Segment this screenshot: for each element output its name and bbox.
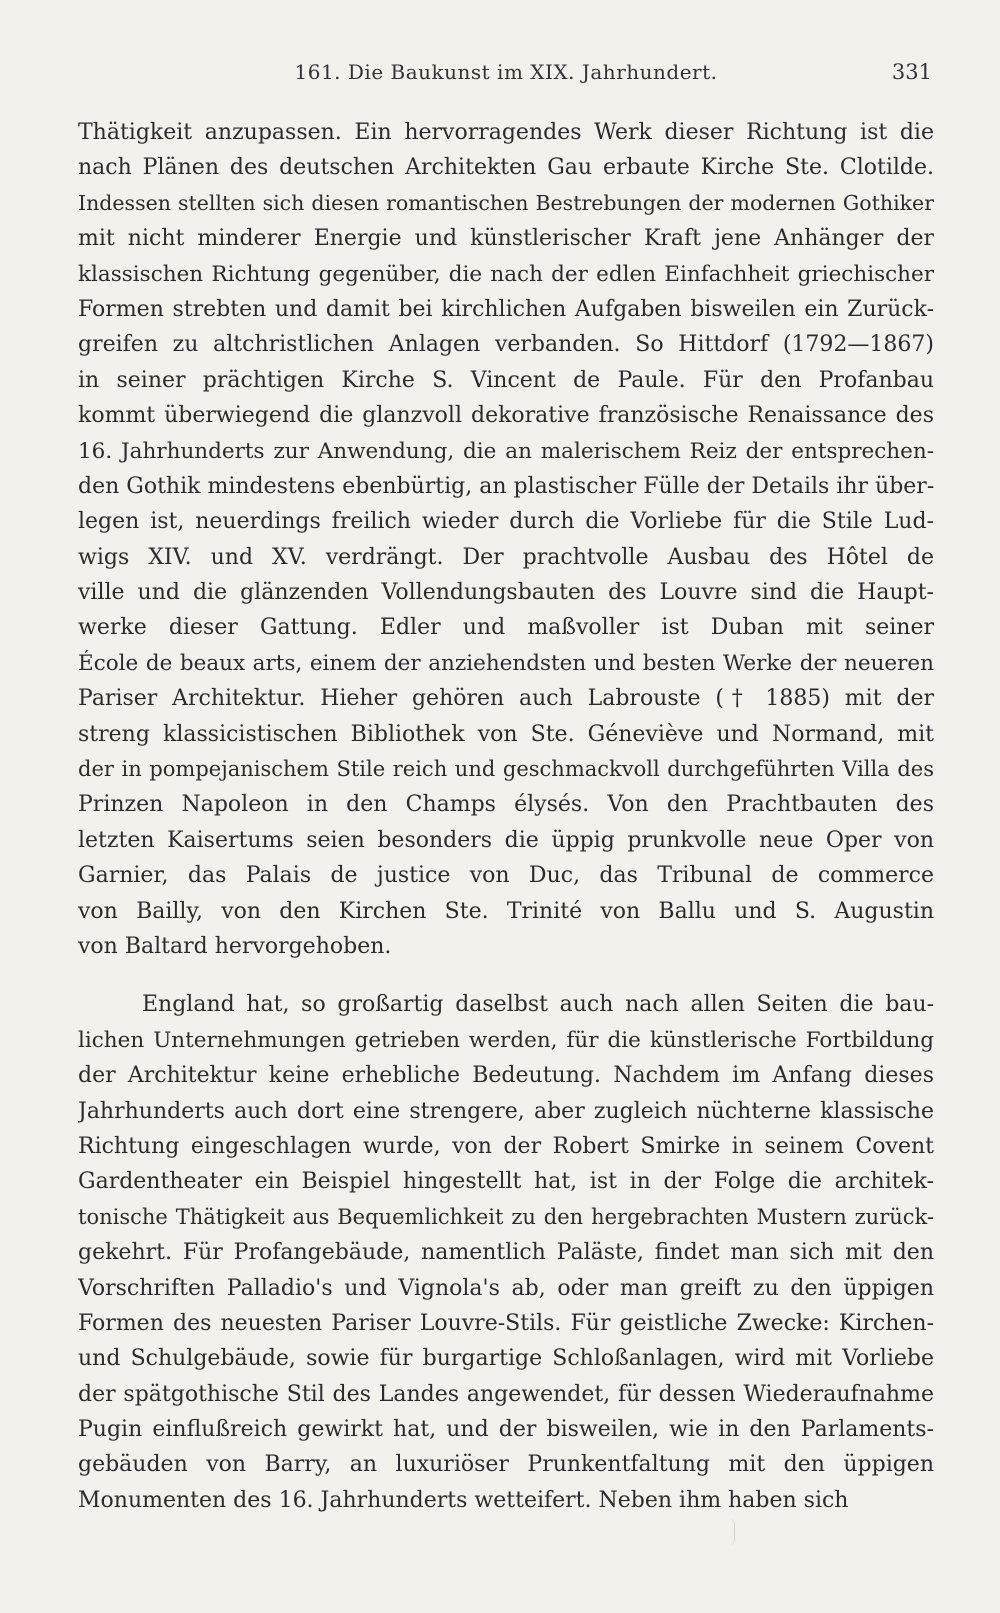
text-line: klassischen Richtung gegenüber, die nach der edlen Einfachheit griechischer <box>78 261 934 287</box>
text-line: der spätgothische Stil des Landes angewendet, für dessen Wiederaufnahme <box>78 1381 934 1407</box>
text-line: ville und die glänzenden Vollendungsbauten des Louvre sind die Haupt- <box>78 580 934 606</box>
text-line: Formen des neuesten Pariser Louvre-Stils. Für geistliche Zwecke: Kirchen- <box>78 1310 934 1336</box>
text-line: lichen Unternehmungen getrieben werden, für die künstlerische Fortbildung <box>78 1027 934 1053</box>
text-line: werke dieser Gattung. Edler und maßvoller ist Duban mit seiner <box>78 615 934 641</box>
text-line: gekehrt. Für Profangebäude, namentlich Paläste, findet man sich mit den <box>78 1240 934 1266</box>
text-line: Richtung eingeschlagen wurde, von der Robert Smirke in seinem Covent <box>78 1133 934 1159</box>
paper-blemish <box>728 1518 735 1546</box>
text-line: der in pompejanischem Stile reich und geschmackvoll durchgeführten Villa des <box>78 757 934 782</box>
text-line: und Schulgebäude, sowie für burgartige Schloßanlagen, wird mit Vorliebe <box>78 1346 934 1372</box>
page-number: 331 <box>891 60 932 84</box>
text-line: letzten Kaisertums seien besonders die üppig prunkvolle neue Oper von <box>78 827 934 853</box>
text-line: Pugin einflußreich gewirkt hat, und der bisweilen, wie in den Parlaments- <box>78 1417 934 1443</box>
text-line: 16. Jahrhunderts zur Anwendung, die an malerischem Reiz der entsprechen- <box>78 438 934 464</box>
text-line: von Baltard hervorgehoben. <box>78 933 392 959</box>
text-line: Jahrhunderts auch dort eine strengere, aber zugleich nüchterne klassische <box>78 1098 934 1124</box>
text-line: von Bailly, von den Kirchen Ste. Trinité von Ballu und S. Augustin <box>78 898 934 924</box>
text-line: Pariser Architektur. Hieher gehören auch Labrouste († 1885) mit der <box>78 686 934 712</box>
text-line: Indessen stellten sich diesen romantischen Bestrebungen der modernen Gothiker <box>78 190 934 215</box>
text-line: gebäuden von Barry, an luxuriöser Prunkentfaltung mit den üppigen <box>78 1452 934 1478</box>
text-line: der Architektur keine erhebliche Bedeutung. Nachdem im Anfang dieses <box>78 1063 934 1089</box>
text-line: in seiner prächtigen Kirche S. Vincent de Paule. Für den Profanbau <box>78 367 934 393</box>
text-line: kommt überwiegend die glanzvoll dekorative französische Renaissance des <box>78 403 934 429</box>
text-line: streng klassicistischen Bibliothek von Ste. Géneviève und Normand, mit <box>78 721 934 747</box>
text-line: England hat, so großartig daselbst auch nach allen Seiten die bau- <box>142 992 934 1018</box>
text-line: nach Plänen des deutschen Architekten Gau erbaute Kirche Ste. Clotilde. <box>78 155 934 181</box>
text-line: wigs XIV. und XV. verdrängt. Der prachtvolle Ausbau des Hôtel de <box>78 544 934 570</box>
text-line: Garnier, das Palais de justice von Duc, das Tribunal de commerce <box>78 863 934 889</box>
text-line: greifen zu altchristlichen Anlagen verbanden. So Hittdorf (1792—1867) <box>78 332 934 358</box>
text-line: Vorschriften Palladio's und Vignola's ab, oder man greift zu den üppigen <box>78 1275 934 1301</box>
text-line: Thätigkeit anzupassen. Ein hervorragendes Werk dieser Richtung ist die <box>78 120 934 145</box>
text-line: École de beaux arts, einem der anziehendsten und besten Werke der neueren <box>78 650 934 676</box>
text-line: tonische Thätigkeit aus Bequemlichkeit zu den hergebrachten Mustern zurück- <box>78 1204 934 1229</box>
running-head-title: 161. Die Baukunst im XIX. Jahrhundert. <box>294 60 718 84</box>
text-line: mit nicht minderer Energie und künstlerischer Kraft jene Anhänger der <box>78 226 934 252</box>
paragraph <box>78 115 934 964</box>
body-text <box>78 115 934 1518</box>
text-line: Monumenten des 16. Jahrhunderts wetteifert. Neben ihm haben sich <box>78 1487 849 1513</box>
text-line: Gardentheater ein Beispiel hingestellt hat, ist in der Folge die architek- <box>78 1169 934 1195</box>
paragraph <box>78 987 934 1518</box>
text-line: Prinzen Napoleon in den Champs élysés. Von den Prachtbauten des <box>78 792 934 818</box>
text-line: Formen strebten und damit bei kirchlichen Aufgaben bisweilen ein Zurück- <box>78 296 934 322</box>
text-line: legen ist, neuerdings freilich wieder durch die Vorliebe für die Stile Lud- <box>78 509 934 535</box>
running-header <box>80 60 932 90</box>
paragraph-gap <box>78 964 934 987</box>
text-line: den Gothik mindestens ebenbürtig, an plastischer Fülle der Details ihr über- <box>78 473 934 499</box>
